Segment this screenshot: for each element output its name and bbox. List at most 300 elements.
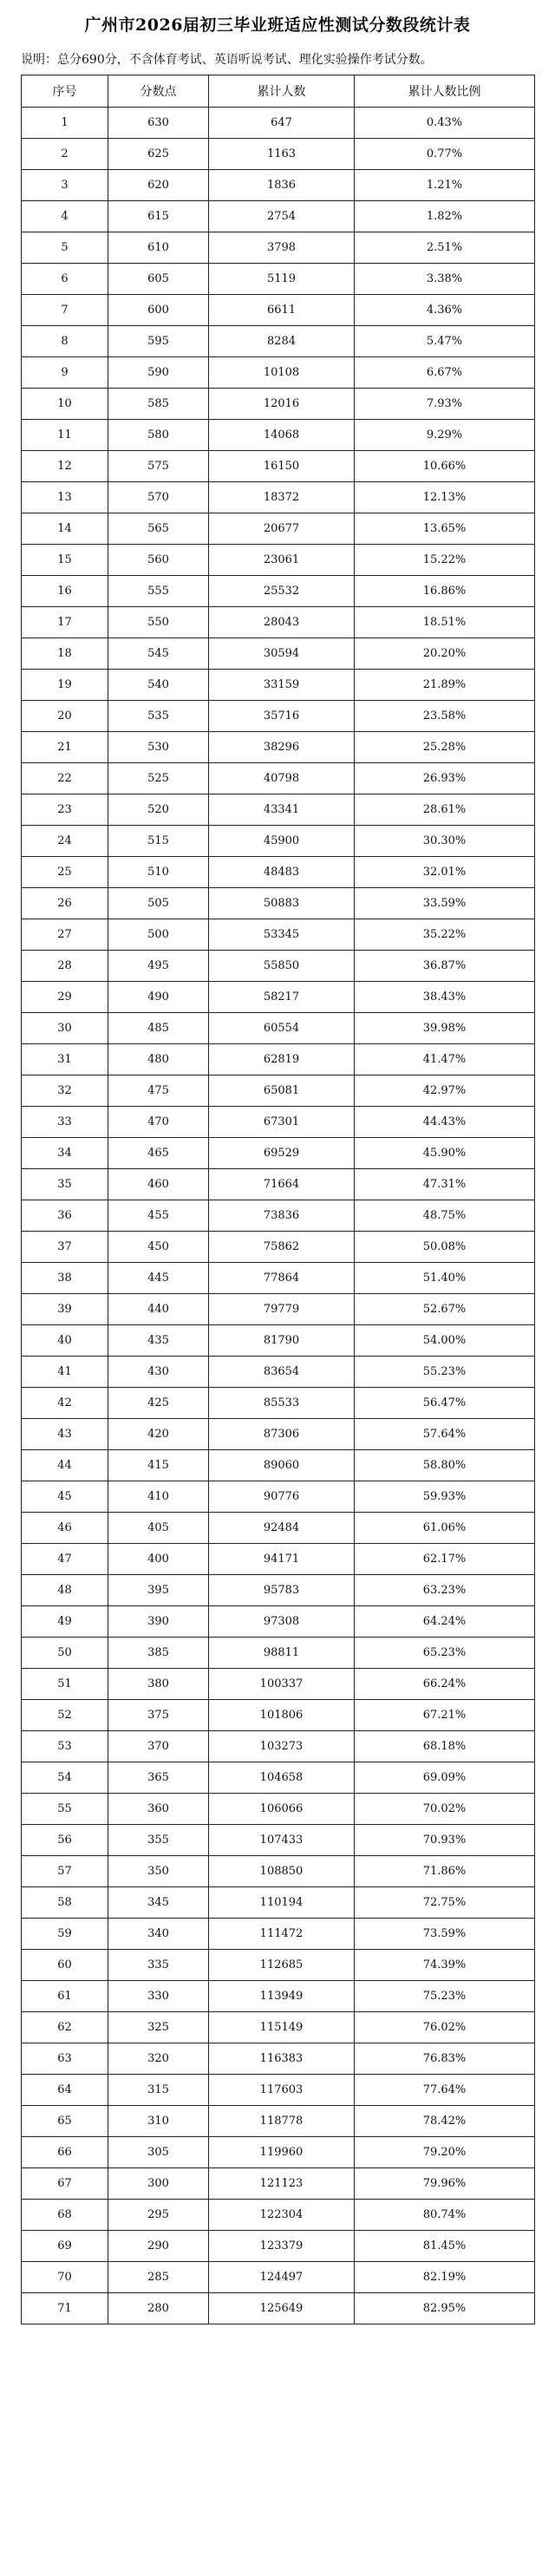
cell-cumulative-count: 60554 <box>209 1013 355 1044</box>
table-row <box>22 857 535 888</box>
cell-score: 335 <box>108 1950 209 1981</box>
cell-index: 59 <box>22 1919 108 1950</box>
cell-cumulative-count: 95783 <box>209 1575 355 1606</box>
cell-index: 18 <box>22 638 108 670</box>
cell-score: 590 <box>108 357 209 389</box>
cell-cumulative-count: 14068 <box>209 420 355 451</box>
cell-score: 625 <box>108 139 209 170</box>
table-row <box>22 139 535 170</box>
cell-cumulative-ratio: 35.22% <box>355 919 535 951</box>
table-row <box>22 1887 535 1919</box>
cell-index: 10 <box>22 389 108 420</box>
table-row <box>22 2137 535 2168</box>
table-row <box>22 1856 535 1887</box>
table-body <box>22 108 535 2324</box>
cell-cumulative-ratio: 78.42% <box>355 2106 535 2137</box>
cell-cumulative-count: 92484 <box>209 1513 355 1544</box>
cell-score: 320 <box>108 2043 209 2075</box>
cell-cumulative-count: 6611 <box>209 295 355 326</box>
cell-index: 16 <box>22 576 108 607</box>
cell-score: 530 <box>108 732 209 763</box>
cell-cumulative-count: 69529 <box>209 1138 355 1169</box>
cell-cumulative-ratio: 1.21% <box>355 170 535 201</box>
cell-index: 62 <box>22 2012 108 2043</box>
cell-score: 330 <box>108 1981 209 2012</box>
cell-cumulative-ratio: 56.47% <box>355 1388 535 1419</box>
cell-cumulative-count: 110194 <box>209 1887 355 1919</box>
cell-score: 545 <box>108 638 209 670</box>
cell-score: 350 <box>108 1856 209 1887</box>
cell-cumulative-count: 58217 <box>209 982 355 1013</box>
cell-index: 70 <box>22 2262 108 2293</box>
cell-cumulative-ratio: 32.01% <box>355 857 535 888</box>
cell-cumulative-count: 90776 <box>209 1481 355 1513</box>
cell-index: 1 <box>22 108 108 139</box>
table-row <box>22 1544 535 1575</box>
cell-index: 37 <box>22 1232 108 1263</box>
cell-cumulative-ratio: 10.66% <box>355 451 535 482</box>
cell-cumulative-count: 94171 <box>209 1544 355 1575</box>
table-row <box>22 1169 535 1200</box>
cell-score: 615 <box>108 201 209 232</box>
cell-cumulative-ratio: 67.21% <box>355 1700 535 1731</box>
cell-index: 53 <box>22 1731 108 1762</box>
cell-index: 49 <box>22 1606 108 1638</box>
table-row <box>22 326 535 357</box>
cell-index: 33 <box>22 1107 108 1138</box>
cell-cumulative-ratio: 4.36% <box>355 295 535 326</box>
cell-cumulative-ratio: 76.83% <box>355 2043 535 2075</box>
cell-score: 365 <box>108 1762 209 1794</box>
cell-score: 540 <box>108 670 209 701</box>
cell-score: 525 <box>108 763 209 794</box>
cell-index: 17 <box>22 607 108 638</box>
cell-index: 56 <box>22 1825 108 1856</box>
cell-score: 400 <box>108 1544 209 1575</box>
cell-cumulative-count: 62819 <box>209 1044 355 1076</box>
cell-cumulative-ratio: 55.23% <box>355 1357 535 1388</box>
table-row <box>22 919 535 951</box>
cell-score: 390 <box>108 1606 209 1638</box>
cell-score: 395 <box>108 1575 209 1606</box>
cell-cumulative-count: 5119 <box>209 264 355 295</box>
cell-cumulative-count: 12016 <box>209 389 355 420</box>
cell-index: 4 <box>22 201 108 232</box>
cell-index: 42 <box>22 1388 108 1419</box>
cell-cumulative-ratio: 5.47% <box>355 326 535 357</box>
table-row <box>22 1638 535 1669</box>
cell-cumulative-count: 2754 <box>209 201 355 232</box>
cell-score: 375 <box>108 1700 209 1731</box>
cell-cumulative-ratio: 44.43% <box>355 1107 535 1138</box>
table-row <box>22 1731 535 1762</box>
table-row <box>22 295 535 326</box>
cell-cumulative-count: 98811 <box>209 1638 355 1669</box>
cell-score: 430 <box>108 1357 209 1388</box>
cell-score: 515 <box>108 826 209 857</box>
cell-cumulative-ratio: 82.19% <box>355 2262 535 2293</box>
cell-cumulative-count: 53345 <box>209 919 355 951</box>
cell-index: 47 <box>22 1544 108 1575</box>
cell-cumulative-count: 106066 <box>209 1794 355 1825</box>
cell-cumulative-ratio: 33.59% <box>355 888 535 919</box>
table-row <box>22 1138 535 1169</box>
table-row <box>22 201 535 232</box>
cell-score: 295 <box>108 2200 209 2231</box>
cell-cumulative-count: 125649 <box>209 2293 355 2324</box>
cell-cumulative-count: 65081 <box>209 1076 355 1107</box>
cell-index: 60 <box>22 1950 108 1981</box>
table-row <box>22 357 535 389</box>
cell-index: 26 <box>22 888 108 919</box>
cell-index: 69 <box>22 2231 108 2262</box>
table-row <box>22 982 535 1013</box>
cell-index: 9 <box>22 357 108 389</box>
cell-index: 36 <box>22 1200 108 1232</box>
cell-index: 21 <box>22 732 108 763</box>
cell-cumulative-ratio: 75.23% <box>355 1981 535 2012</box>
cell-cumulative-count: 119960 <box>209 2137 355 2168</box>
cell-score: 305 <box>108 2137 209 2168</box>
table-row <box>22 1981 535 2012</box>
table-row <box>22 1200 535 1232</box>
cell-score: 465 <box>108 1138 209 1169</box>
cell-score: 445 <box>108 1263 209 1294</box>
cell-index: 46 <box>22 1513 108 1544</box>
cell-cumulative-count: 108850 <box>209 1856 355 1887</box>
cell-cumulative-ratio: 74.39% <box>355 1950 535 1981</box>
cell-cumulative-ratio: 39.98% <box>355 1013 535 1044</box>
table-row <box>22 763 535 794</box>
cell-score: 535 <box>108 701 209 732</box>
cell-cumulative-ratio: 20.20% <box>355 638 535 670</box>
cell-cumulative-ratio: 28.61% <box>355 794 535 826</box>
column-header-score: 分数点 <box>108 75 209 108</box>
cell-score: 300 <box>108 2168 209 2200</box>
cell-score: 285 <box>108 2262 209 2293</box>
cell-cumulative-count: 107433 <box>209 1825 355 1856</box>
cell-index: 63 <box>22 2043 108 2075</box>
cell-index: 41 <box>22 1357 108 1388</box>
cell-cumulative-count: 116383 <box>209 2043 355 2075</box>
cell-index: 52 <box>22 1700 108 1731</box>
cell-index: 35 <box>22 1169 108 1200</box>
cell-score: 340 <box>108 1919 209 1950</box>
cell-score: 410 <box>108 1481 209 1513</box>
cell-score: 560 <box>108 545 209 576</box>
score-distribution-table <box>21 75 535 2324</box>
cell-cumulative-ratio: 63.23% <box>355 1575 535 1606</box>
cell-cumulative-count: 50883 <box>209 888 355 919</box>
cell-cumulative-ratio: 12.13% <box>355 482 535 513</box>
table-row <box>22 451 535 482</box>
cell-index: 54 <box>22 1762 108 1794</box>
table-row <box>22 1606 535 1638</box>
cell-cumulative-ratio: 30.30% <box>355 826 535 857</box>
cell-score: 600 <box>108 295 209 326</box>
cell-score: 575 <box>108 451 209 482</box>
cell-score: 565 <box>108 513 209 545</box>
cell-cumulative-ratio: 69.09% <box>355 1762 535 1794</box>
table-row <box>22 2106 535 2137</box>
cell-cumulative-count: 111472 <box>209 1919 355 1950</box>
cell-cumulative-ratio: 65.23% <box>355 1638 535 1669</box>
cell-score: 505 <box>108 888 209 919</box>
table-row <box>22 1263 535 1294</box>
cell-cumulative-ratio: 79.96% <box>355 2168 535 2200</box>
cell-cumulative-count: 85533 <box>209 1388 355 1419</box>
cell-cumulative-count: 103273 <box>209 1731 355 1762</box>
cell-cumulative-ratio: 77.64% <box>355 2075 535 2106</box>
cell-index: 31 <box>22 1044 108 1076</box>
cell-cumulative-count: 8284 <box>209 326 355 357</box>
table-row <box>22 482 535 513</box>
cell-score: 360 <box>108 1794 209 1825</box>
cell-cumulative-ratio: 57.64% <box>355 1419 535 1450</box>
cell-cumulative-count: 45900 <box>209 826 355 857</box>
cell-index: 32 <box>22 1076 108 1107</box>
cell-score: 570 <box>108 482 209 513</box>
cell-cumulative-ratio: 70.93% <box>355 1825 535 1856</box>
table-row <box>22 732 535 763</box>
cell-cumulative-ratio: 73.59% <box>355 1919 535 1950</box>
table-row <box>22 264 535 295</box>
table-header-row <box>22 75 535 108</box>
table-row <box>22 1388 535 1419</box>
explanatory-note: 说明：总分690分，不含体育考试、英语听说考试、理化实验操作考试分数。 <box>21 53 433 67</box>
table-row <box>22 1825 535 1856</box>
cell-index: 12 <box>22 451 108 482</box>
cell-cumulative-count: 55850 <box>209 951 355 982</box>
cell-cumulative-ratio: 26.93% <box>355 763 535 794</box>
cell-score: 470 <box>108 1107 209 1138</box>
table-row <box>22 2168 535 2200</box>
cell-cumulative-count: 3798 <box>209 232 355 264</box>
cell-cumulative-count: 73836 <box>209 1200 355 1232</box>
table-row <box>22 701 535 732</box>
cell-index: 8 <box>22 326 108 357</box>
cell-cumulative-ratio: 58.80% <box>355 1450 535 1481</box>
cell-score: 485 <box>108 1013 209 1044</box>
cell-cumulative-ratio: 51.40% <box>355 1263 535 1294</box>
cell-index: 2 <box>22 139 108 170</box>
cell-index: 68 <box>22 2200 108 2231</box>
cell-cumulative-ratio: 64.24% <box>355 1606 535 1638</box>
cell-cumulative-ratio: 3.38% <box>355 264 535 295</box>
table-row <box>22 1357 535 1388</box>
table-row <box>22 420 535 451</box>
cell-score: 425 <box>108 1388 209 1419</box>
cell-cumulative-ratio: 50.08% <box>355 1232 535 1263</box>
table-row <box>22 1669 535 1700</box>
cell-score: 510 <box>108 857 209 888</box>
table-row <box>22 1481 535 1513</box>
cell-index: 43 <box>22 1419 108 1450</box>
cell-score: 480 <box>108 1044 209 1076</box>
cell-index: 48 <box>22 1575 108 1606</box>
cell-index: 67 <box>22 2168 108 2200</box>
table-row <box>22 670 535 701</box>
cell-score: 380 <box>108 1669 209 1700</box>
table-row <box>22 1232 535 1263</box>
cell-score: 610 <box>108 232 209 264</box>
cell-cumulative-ratio: 23.58% <box>355 701 535 732</box>
cell-cumulative-count: 25532 <box>209 576 355 607</box>
table-row <box>22 1950 535 1981</box>
cell-cumulative-ratio: 0.43% <box>355 108 535 139</box>
cell-score: 315 <box>108 2075 209 2106</box>
table-row <box>22 2200 535 2231</box>
column-header-index: 序号 <box>22 75 108 108</box>
cell-score: 420 <box>108 1419 209 1450</box>
cell-cumulative-ratio: 41.47% <box>355 1044 535 1076</box>
table-row <box>22 108 535 139</box>
cell-index: 40 <box>22 1325 108 1357</box>
cell-index: 65 <box>22 2106 108 2137</box>
cell-score: 495 <box>108 951 209 982</box>
cell-index: 38 <box>22 1263 108 1294</box>
cell-cumulative-ratio: 13.65% <box>355 513 535 545</box>
cell-cumulative-count: 10108 <box>209 357 355 389</box>
cell-score: 355 <box>108 1825 209 1856</box>
cell-score: 475 <box>108 1076 209 1107</box>
cell-score: 440 <box>108 1294 209 1325</box>
cell-cumulative-count: 1836 <box>209 170 355 201</box>
cell-cumulative-ratio: 54.00% <box>355 1325 535 1357</box>
cell-index: 13 <box>22 482 108 513</box>
cell-cumulative-count: 1163 <box>209 139 355 170</box>
table-row <box>22 607 535 638</box>
cell-index: 51 <box>22 1669 108 1700</box>
cell-cumulative-ratio: 70.02% <box>355 1794 535 1825</box>
table-row <box>22 2043 535 2075</box>
cell-cumulative-count: 67301 <box>209 1107 355 1138</box>
cell-cumulative-ratio: 7.93% <box>355 389 535 420</box>
cell-cumulative-count: 83654 <box>209 1357 355 1388</box>
cell-index: 28 <box>22 951 108 982</box>
cell-score: 435 <box>108 1325 209 1357</box>
cell-cumulative-count: 101806 <box>209 1700 355 1731</box>
cell-cumulative-ratio: 82.95% <box>355 2293 535 2324</box>
cell-score: 550 <box>108 607 209 638</box>
table-row <box>22 1513 535 1544</box>
cell-cumulative-ratio: 72.75% <box>355 1887 535 1919</box>
cell-index: 27 <box>22 919 108 951</box>
cell-index: 29 <box>22 982 108 1013</box>
cell-index: 58 <box>22 1887 108 1919</box>
cell-cumulative-ratio: 0.77% <box>355 139 535 170</box>
cell-score: 460 <box>108 1169 209 1200</box>
table-row <box>22 389 535 420</box>
cell-cumulative-count: 20677 <box>209 513 355 545</box>
cell-index: 71 <box>22 2293 108 2324</box>
cell-cumulative-count: 38296 <box>209 732 355 763</box>
cell-index: 55 <box>22 1794 108 1825</box>
table-row <box>22 1107 535 1138</box>
table-row <box>22 1013 535 1044</box>
cell-cumulative-count: 100337 <box>209 1669 355 1700</box>
table-row <box>22 826 535 857</box>
table-row <box>22 1700 535 1731</box>
cell-cumulative-count: 118778 <box>209 2106 355 2137</box>
cell-index: 39 <box>22 1294 108 1325</box>
cell-cumulative-ratio: 76.02% <box>355 2012 535 2043</box>
table-row <box>22 638 535 670</box>
table-row <box>22 2293 535 2324</box>
table-row <box>22 170 535 201</box>
cell-score: 555 <box>108 576 209 607</box>
cell-index: 64 <box>22 2075 108 2106</box>
cell-score: 580 <box>108 420 209 451</box>
cell-score: 605 <box>108 264 209 295</box>
cell-cumulative-count: 113949 <box>209 1981 355 2012</box>
table-row <box>22 1919 535 1950</box>
cell-score: 500 <box>108 919 209 951</box>
cell-index: 66 <box>22 2137 108 2168</box>
cell-score: 595 <box>108 326 209 357</box>
cell-cumulative-ratio: 81.45% <box>355 2231 535 2262</box>
cell-cumulative-count: 123379 <box>209 2231 355 2262</box>
cell-cumulative-ratio: 15.22% <box>355 545 535 576</box>
cell-cumulative-ratio: 21.89% <box>355 670 535 701</box>
table-row <box>22 1450 535 1481</box>
cell-cumulative-ratio: 52.67% <box>355 1294 535 1325</box>
cell-cumulative-count: 28043 <box>209 607 355 638</box>
cell-cumulative-count: 35716 <box>209 701 355 732</box>
cell-score: 370 <box>108 1731 209 1762</box>
cell-cumulative-ratio: 80.74% <box>355 2200 535 2231</box>
column-header-cumulative-count: 累计人数 <box>209 75 355 108</box>
cell-index: 23 <box>22 794 108 826</box>
cell-cumulative-count: 18372 <box>209 482 355 513</box>
cell-index: 5 <box>22 232 108 264</box>
cell-score: 280 <box>108 2293 209 2324</box>
table-row <box>22 513 535 545</box>
cell-score: 405 <box>108 1513 209 1544</box>
cell-index: 22 <box>22 763 108 794</box>
table-row <box>22 951 535 982</box>
cell-cumulative-ratio: 68.18% <box>355 1731 535 1762</box>
cell-cumulative-ratio: 59.93% <box>355 1481 535 1513</box>
cell-cumulative-ratio: 9.29% <box>355 420 535 451</box>
cell-score: 450 <box>108 1232 209 1263</box>
cell-index: 50 <box>22 1638 108 1669</box>
table-row <box>22 794 535 826</box>
cell-index: 3 <box>22 170 108 201</box>
table-row <box>22 2075 535 2106</box>
cell-cumulative-count: 104658 <box>209 1762 355 1794</box>
cell-index: 14 <box>22 513 108 545</box>
cell-cumulative-count: 16150 <box>209 451 355 482</box>
cell-cumulative-ratio: 42.97% <box>355 1076 535 1107</box>
cell-index: 6 <box>22 264 108 295</box>
cell-cumulative-count: 71664 <box>209 1169 355 1200</box>
table-row <box>22 2262 535 2293</box>
cell-cumulative-count: 647 <box>209 108 355 139</box>
table-row <box>22 1762 535 1794</box>
cell-score: 385 <box>108 1638 209 1669</box>
cell-cumulative-ratio: 38.43% <box>355 982 535 1013</box>
cell-cumulative-ratio: 79.20% <box>355 2137 535 2168</box>
cell-score: 620 <box>108 170 209 201</box>
cell-cumulative-ratio: 47.31% <box>355 1169 535 1200</box>
cell-cumulative-ratio: 2.51% <box>355 232 535 264</box>
table-row <box>22 1294 535 1325</box>
table-row <box>22 1044 535 1076</box>
column-header-cumulative-ratio: 累计人数比例 <box>355 75 535 108</box>
cell-cumulative-ratio: 45.90% <box>355 1138 535 1169</box>
cell-index: 15 <box>22 545 108 576</box>
